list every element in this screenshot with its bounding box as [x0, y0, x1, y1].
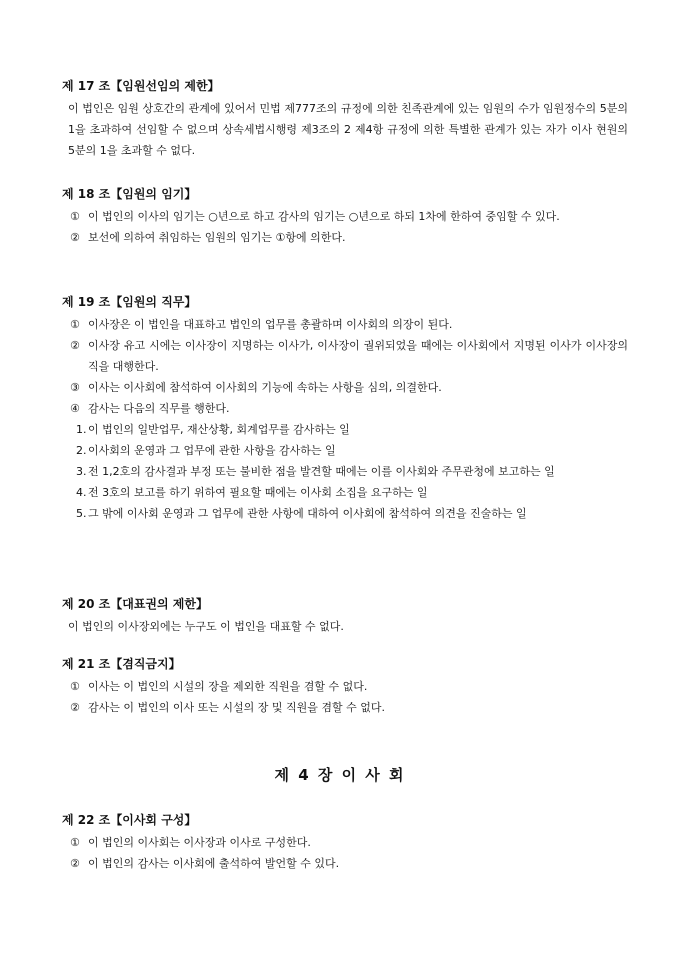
item-number: ① — [70, 680, 80, 693]
article-18 — [62, 186, 628, 248]
article-18-heading: 제 18 조【임원의 임기】 — [62, 187, 197, 201]
article-19-heading: 제 19 조【임원의 직무】 — [62, 295, 197, 309]
subitem-number: 2. — [76, 444, 87, 457]
article-17-body: 이 법인은 임원 상호간의 관계에 있어서 민법 제777조의 규정에 의한 친족관계에 있는 임원의 수가 임원정수의 5분의 1을 초과하여 선임할 수 없으며 상속세법시행령 제3조의 2 제4항 규정에 의한 특별한 관계가 있는 자가 이사 현원의 5분의 1을 초과할 수 없다. — [68, 102, 628, 157]
article-18-item-2 — [62, 227, 628, 248]
item-text: 감사는 다음의 직무를 행한다. — [88, 402, 230, 415]
item-number: ① — [70, 836, 80, 849]
article-19-subitem-5 — [62, 503, 628, 524]
article-20 — [62, 596, 628, 637]
subitem-number: 3. — [76, 465, 87, 478]
article-18-item-1 — [62, 206, 628, 227]
article-20-heading: 제 20 조【대표권의 제한】 — [62, 597, 208, 611]
article-17 — [62, 78, 628, 161]
item-number: ① — [70, 210, 80, 223]
article-21 — [62, 656, 628, 718]
subitem-text: 그 밖에 이사회 운영과 그 업무에 관한 사항에 대하여 이사회에 참석하여 의견을 진술하는 일 — [88, 507, 527, 520]
subitem-text: 전 1,2호의 감사결과 부정 또는 불비한 점을 발견할 때에는 이를 이사회와 주무관청에 보고하는 일 — [88, 465, 555, 478]
subitem-text: 이사회의 운영과 그 업무에 관한 사항을 감사하는 일 — [88, 444, 336, 457]
item-text: 이 법인의 이사의 임기는 ○년으로 하고 감사의 임기는 ○년으로 하되 1차에 한하여 중임할 수 있다. — [88, 210, 560, 223]
article-19-subitem-3 — [62, 461, 628, 482]
article-19-subitem-2 — [62, 440, 628, 461]
item-number: ② — [70, 339, 80, 352]
item-number: ④ — [70, 402, 80, 415]
item-number: ② — [70, 231, 80, 244]
article-19-subitem-1 — [62, 419, 628, 440]
article-17-heading: 제 17 조【임원선임의 제한】 — [62, 79, 220, 93]
subitem-text: 전 3호의 보고를 하기 위하여 필요할 때에는 이사회 소집을 요구하는 일 — [88, 486, 428, 499]
item-text: 감사는 이 법인의 이사 또는 시설의 장 및 직원을 겸할 수 없다. — [88, 701, 385, 714]
item-text: 이 법인의 이사회는 이사장과 이사로 구성한다. — [88, 836, 311, 849]
item-number: ① — [70, 318, 80, 331]
item-text: 이사는 이사회에 참석하여 이사회의 기능에 속하는 사항을 심의, 의결한다. — [88, 381, 442, 394]
chapter-title: 제 4 장 이 사 회 — [274, 766, 406, 784]
article-22 — [62, 812, 628, 874]
item-number: ② — [70, 701, 80, 714]
article-22-item-1 — [62, 832, 628, 853]
subitem-number: 1. — [76, 423, 87, 436]
article-21-heading: 제 21 조【겸직금지】 — [62, 657, 181, 671]
item-text: 이사장은 이 법인을 대표하고 법인의 업무를 총괄하며 이사회의 의장이 된다. — [88, 318, 453, 331]
subitem-number: 5. — [76, 507, 87, 520]
article-19-item-2 — [62, 335, 628, 377]
subitem-text: 이 법인의 일반업무, 재산상황, 회계업무를 감사하는 일 — [88, 423, 350, 436]
item-number: ② — [70, 857, 80, 870]
item-number: ③ — [70, 381, 80, 394]
article-22-item-2 — [62, 853, 628, 874]
item-text: 이 법인의 감사는 이사회에 출석하여 발언할 수 있다. — [88, 857, 340, 870]
item-text: 보선에 의하여 취임하는 임원의 임기는 ①항에 의한다. — [88, 231, 346, 244]
article-19 — [62, 294, 628, 524]
article-19-item-1 — [62, 314, 628, 335]
article-19-item-4 — [62, 398, 628, 419]
article-21-item-2 — [62, 697, 628, 718]
article-21-item-1 — [62, 676, 628, 697]
article-22-heading: 제 22 조【이사회 구성】 — [62, 813, 197, 827]
subitem-number: 4. — [76, 486, 87, 499]
article-19-subitem-4 — [62, 482, 628, 503]
article-20-body: 이 법인의 이사장외에는 누구도 이 법인을 대표할 수 없다. — [68, 620, 344, 633]
item-text: 이사장 유고 시에는 이사장이 지명하는 이사가, 이사장이 궐위되었을 때에는 이사회에서 지명된 이사가 이사장의 직을 대행한다. — [88, 339, 628, 373]
article-19-item-3 — [62, 377, 628, 398]
item-text: 이사는 이 법인의 시설의 장을 제외한 직원을 겸할 수 없다. — [88, 680, 368, 693]
